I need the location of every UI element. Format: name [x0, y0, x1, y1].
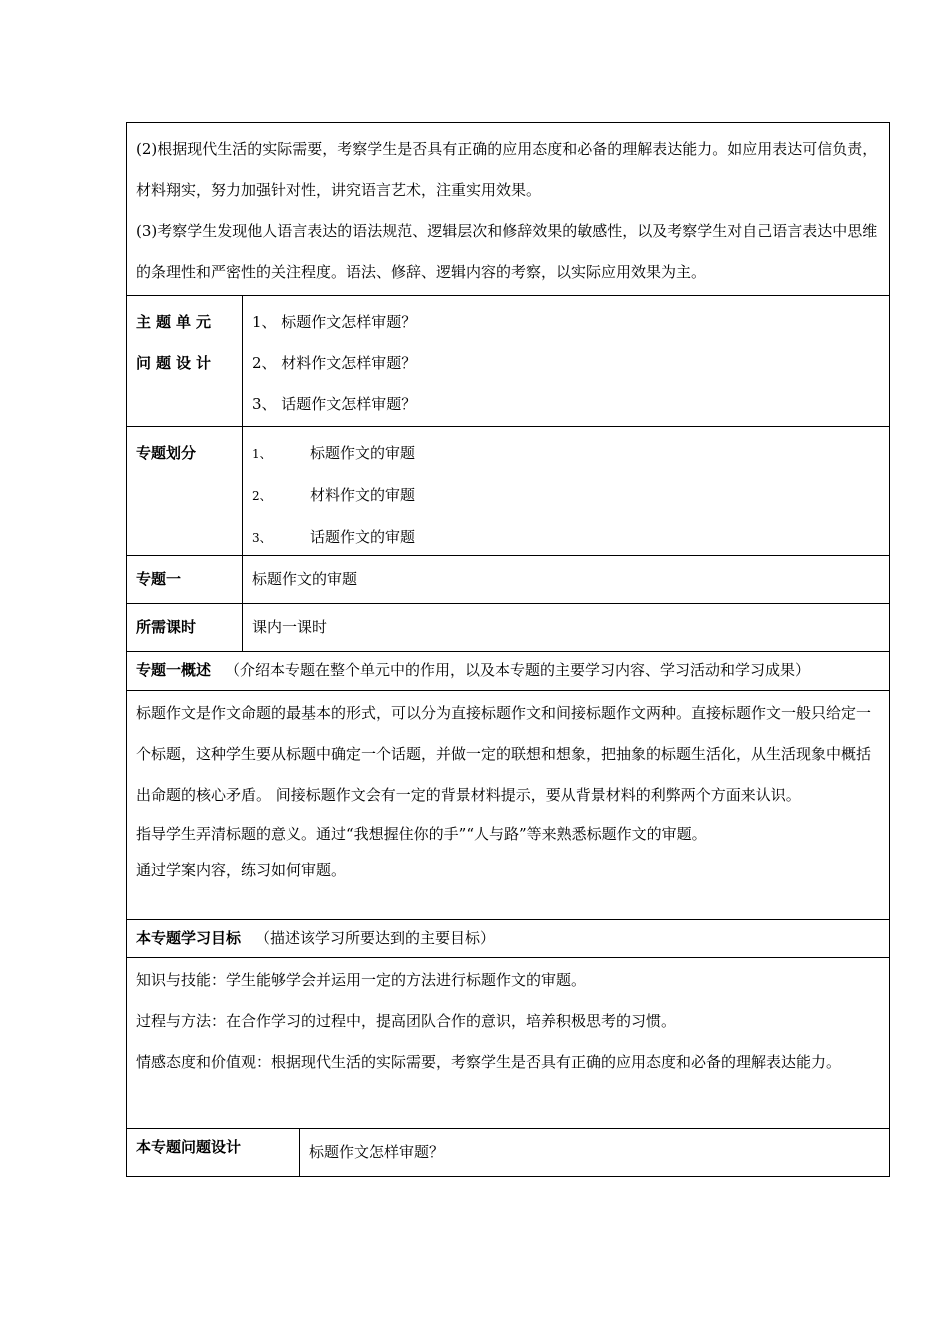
goals-label: 本专题学习目标	[136, 929, 242, 947]
overview-body	[126, 691, 890, 920]
unit-question-item: 1、 标题作文怎样审题？	[252, 313, 417, 331]
goal-item: 情感态度和价值观：根据现代生活的实际需要，考察学生是否具有正确的应用态度和必备的理解表达能力。	[136, 1053, 842, 1071]
class-hours-row	[126, 604, 890, 652]
topic-one-row	[126, 556, 890, 604]
unit-questions-row	[126, 296, 890, 427]
unit-questions-label: 主题单元问题设计	[136, 313, 217, 372]
intro-paragraph-2: (2)根据现代生活的实际需要，考察学生是否具有正确的应用态度和必备的理解表达能力。如应用表达可信负责，材料翔实，努力加强针对性，讲究语言艺术，注重实用效果。	[136, 140, 878, 199]
goal-item: 过程与方法：在合作学习的过程中，提高团队合作的意识，培养积极思考的习惯。	[136, 1012, 677, 1030]
goals-body	[126, 958, 890, 1129]
topic-division-item: 1、 标题作文的审题	[252, 444, 416, 462]
overview-paragraph: 指导学生弄清标题的意义。通过“我想握住你的手”“人与路”等来熟悉标题作文的审题。	[136, 825, 707, 843]
topic-one-label: 专题一	[136, 570, 182, 588]
topic-division-list	[242, 427, 889, 555]
topic-question-value: 标题作文怎样审题？	[299, 1129, 889, 1176]
topic-division-row	[126, 427, 890, 556]
overview-paragraph: 通过学案内容，练习如何审题。	[136, 861, 347, 879]
intro-cell	[126, 122, 890, 296]
goals-note: （描述该学习所要达到的主要目标）	[255, 929, 496, 947]
class-hours-label: 所需课时	[136, 618, 197, 636]
overview-header	[126, 652, 890, 691]
overview-label: 专题一概述	[136, 661, 212, 679]
goals-header	[126, 920, 890, 958]
class-hours-value: 课内一课时	[242, 604, 889, 651]
document-table	[126, 122, 890, 1177]
topic-one-value: 标题作文的审题	[242, 556, 889, 603]
topic-division-label: 专题划分	[136, 444, 197, 462]
topic-division-item: 2、 材料作文的审题	[252, 486, 416, 504]
unit-question-item: 3、 话题作文怎样审题？	[252, 395, 417, 413]
topic-question-row	[126, 1129, 890, 1177]
unit-question-item: 2、 材料作文怎样审题？	[252, 354, 417, 372]
overview-note: （介绍本专题在整个单元中的作用，以及本专题的主要学习内容、学习活动和学习成果）	[225, 661, 811, 679]
overview-paragraph: 标题作文是作文命题的最基本的形式，可以分为直接标题作文和间接标题作文两种。直接标题作文一般只给定一个标题，这种学生要从标题中确定一个话题，并做一定的联想和想象，把抽象的标题生活化，从生活现象中概括出命题的核心矛盾。 间接标题作文会有一定的背景材料提示，要从背景材料的利弊两个方面来认识。	[136, 704, 872, 804]
goal-item: 知识与技能：学生能够学会并运用一定的方法进行标题作文的审题。	[136, 971, 587, 989]
unit-questions-list	[242, 296, 889, 426]
topic-division-item: 3、 话题作文的审题	[252, 528, 416, 546]
intro-paragraph-3: (3)考察学生发现他人语言表达的语法规范、逻辑层次和修辞效果的敏感性，以及考察学生对自己语言表达中思维的条理性和严密性的关注程度。语法、修辞、逻辑内容的考察，以实际应用效果为主。	[136, 222, 878, 281]
topic-question-label: 本专题问题设计	[136, 1138, 242, 1156]
